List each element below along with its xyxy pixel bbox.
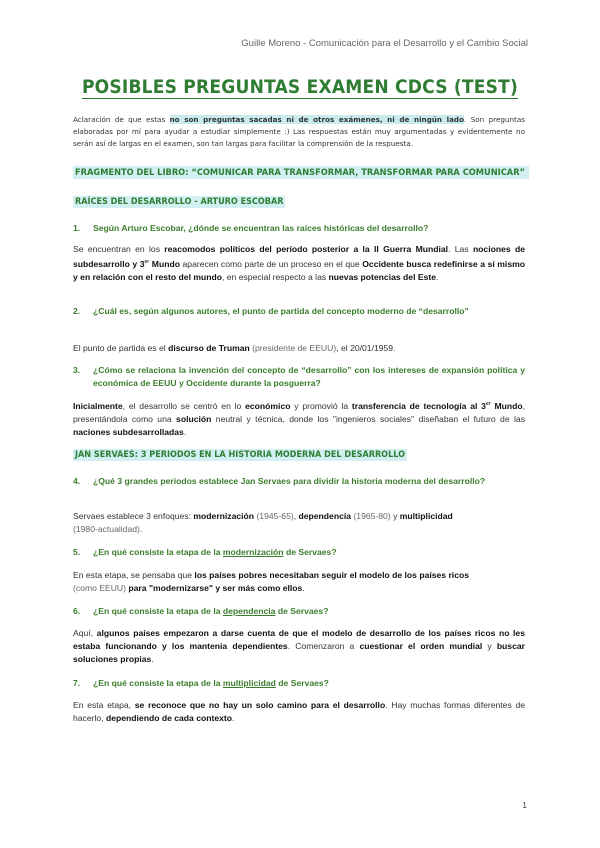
question-number: 6. bbox=[73, 606, 81, 616]
question-7 bbox=[73, 677, 525, 690]
answer-bold: multiplicidad bbox=[399, 511, 453, 521]
answer-text: Aquí, bbox=[73, 628, 97, 638]
answer-bold: discurso de Truman bbox=[168, 343, 250, 353]
answer-aside: (1965-80) bbox=[351, 511, 391, 521]
answer-text: Se encuentran en los bbox=[73, 244, 165, 254]
answer-bold: Occidente busca redefinirse a sí mismo y en relación con el resto del mundo bbox=[73, 258, 525, 282]
intro-highlight: no son preguntas sacadas ni de otros exámenes, ni de ningún lado bbox=[169, 115, 465, 124]
answer-aside: (1980-actualidad) bbox=[73, 524, 140, 534]
answer-text: , el desarrollo se centró en lo bbox=[122, 400, 246, 411]
question-number: 4. bbox=[73, 476, 81, 486]
answer-text: , presentándola como una bbox=[73, 400, 526, 424]
answer-bold: solución bbox=[176, 413, 212, 424]
question-term: multiplicidad bbox=[222, 678, 276, 688]
question-text: ¿En qué consiste la etapa de la bbox=[93, 547, 223, 557]
answer-bold: reacomodos políticos del período posterior a la II Guerra Mundial bbox=[164, 244, 449, 254]
answer-text: . bbox=[302, 583, 305, 593]
title-text: POSIBLES PREGUNTAS EXAMEN CDCS (TEST) bbox=[81, 76, 519, 98]
answer-bold: nociones de subdesarrollo y 3 bbox=[73, 244, 525, 269]
question-number: 2. bbox=[73, 306, 81, 316]
section-heading-book: FRAGMENTO DEL LIBRO: “COMUNICAR PARA TRANSFORMAR, TRANSFORMAR PARA COMUNICAR” bbox=[73, 166, 529, 179]
subheading-servaes: JAN SERVAES: 3 PERIODOS EN LA HISTORIA MODERNA DEL DESARROLLO bbox=[75, 450, 405, 460]
answer-text: . bbox=[436, 271, 439, 282]
answer-text: , bbox=[293, 511, 299, 521]
answer-bold: económico bbox=[245, 400, 291, 411]
answer-text: . bbox=[151, 654, 154, 664]
answer-bold: los países pobres necesitaban seguir el modelo de los países ricos bbox=[194, 570, 470, 580]
question-2 bbox=[73, 305, 525, 318]
answer-text: y bbox=[390, 511, 400, 521]
answer-5 bbox=[73, 569, 525, 595]
answer-aside: (como EEUU) bbox=[73, 583, 127, 593]
answer-bold: Mundo bbox=[490, 400, 523, 411]
superscript: er bbox=[485, 401, 491, 407]
question-number: 7. bbox=[73, 678, 81, 688]
answer-text: y bbox=[482, 641, 497, 651]
document-title bbox=[0, 76, 600, 98]
answer-bold: transferencia de tecnología al 3 bbox=[351, 400, 486, 411]
question-1 bbox=[73, 222, 525, 235]
answer-text: aparecen como parte de un proceso en el que bbox=[179, 258, 363, 269]
question-6 bbox=[73, 605, 525, 618]
question-text: ¿Cuál es, según algunos autores, el punto de partida del concepto moderno de “desarrollo” bbox=[93, 306, 469, 316]
answer-bold: cuestionar el orden mundial bbox=[359, 641, 483, 651]
answer-bold: modernización bbox=[193, 511, 255, 521]
answer-text: . bbox=[232, 713, 235, 723]
question-text: ¿Qué 3 grandes periodos establece Jan Servaes para dividir la historia moderna del desarrollo? bbox=[93, 476, 486, 486]
question-text: de Servaes? bbox=[283, 547, 337, 557]
answer-6 bbox=[73, 627, 525, 666]
question-text: de Servaes? bbox=[275, 606, 329, 616]
question-text: ¿En qué consiste la etapa de la bbox=[93, 678, 223, 688]
answer-2 bbox=[73, 342, 525, 355]
answer-text: . bbox=[139, 524, 143, 534]
answer-bold: naciones subdesarrolladas bbox=[73, 426, 184, 437]
answer-text: y promovió la bbox=[290, 400, 352, 411]
question-5 bbox=[73, 546, 525, 559]
answer-text: , el 20/01/1959. bbox=[336, 343, 396, 353]
question-text: Según Arturo Escobar, ¿dónde se encuentran las raíces históricas del desarrollo? bbox=[93, 223, 429, 233]
answer-text: . bbox=[183, 426, 187, 437]
question-number: 1. bbox=[73, 223, 81, 233]
intro-text: Aclaración de que estas bbox=[73, 115, 170, 124]
answer-text: El punto de partida es el bbox=[73, 343, 169, 353]
question-term: dependencia bbox=[222, 606, 276, 616]
question-text: ¿Cómo se relaciona la invención del concepto de “desarrollo” con los intereses de expansión política y económica de EEUU y Occidente durante la posguerra? bbox=[93, 365, 525, 388]
answer-bold: para "modernizarse" y ser más como ellos bbox=[128, 583, 303, 593]
answer-text: . Hay muchas formas diferentes de hacerlo, bbox=[73, 700, 526, 723]
subheading-escobar: RAÍCES DEL DESARROLLO - ARTURO ESCOBAR bbox=[75, 197, 284, 207]
answer-text: . Comenzaron a bbox=[287, 641, 360, 651]
question-term: modernización bbox=[222, 547, 284, 557]
answer-4 bbox=[73, 510, 525, 536]
answer-text: En esta etapa, se pensaba que bbox=[73, 570, 195, 580]
answer-text: neutral y técnica, donde los "ingenieros sociales" diseñaban el futuro de las bbox=[211, 413, 525, 424]
answer-bold: se reconoce que no hay un solo camino para el desarrollo bbox=[134, 700, 386, 710]
answer-text: En esta etapa, bbox=[73, 700, 135, 710]
answer-3 bbox=[73, 398, 525, 439]
answer-aside: (1945-65) bbox=[254, 511, 294, 521]
superscript: er bbox=[144, 259, 150, 265]
question-3 bbox=[73, 364, 525, 390]
answer-text: Servaes establece 3 enfoques: bbox=[73, 511, 194, 521]
question-number: 5. bbox=[73, 547, 81, 557]
question-text: ¿En qué consiste la etapa de la bbox=[93, 606, 223, 616]
answer-bold: dependiendo de cada contexto bbox=[105, 713, 233, 723]
answer-bold: nuevas potencias del Este bbox=[328, 271, 436, 282]
intro-text-end: . Son preguntas elaboradas por mí para ayudar a estudiar simplemente :) Las respuestas están muy argumentadas y evidentemente no serán así de largas en el examen, son tan largas para facilitar la comprensión de la respuesta. bbox=[73, 115, 526, 148]
question-number: 3. bbox=[73, 365, 81, 375]
answer-text: . Las bbox=[448, 244, 473, 254]
answer-bold: algunos países empezaron a darse cuenta de que el modelo de desarrollo de los países ricos no les estaba funcionando y los mantenía dependientes bbox=[73, 628, 525, 651]
question-4 bbox=[73, 475, 525, 488]
intro-paragraph bbox=[73, 114, 525, 150]
question-text: de Servaes? bbox=[275, 678, 329, 688]
page-header: Guille Moreno - Comunicación para el Desarrollo y el Cambio Social bbox=[241, 38, 528, 49]
answer-aside: (presidente de EEUU) bbox=[249, 343, 337, 353]
answer-7 bbox=[73, 699, 525, 725]
page-number: 1 bbox=[522, 800, 527, 810]
answer-text: , en especial respecto a las bbox=[222, 271, 329, 282]
answer-1 bbox=[73, 243, 525, 284]
answer-bold: Inicialmente bbox=[73, 400, 123, 411]
answer-bold: Mundo bbox=[149, 258, 180, 269]
answer-bold: dependencia bbox=[298, 511, 352, 521]
answer-bold: buscar soluciones propias bbox=[73, 641, 525, 664]
